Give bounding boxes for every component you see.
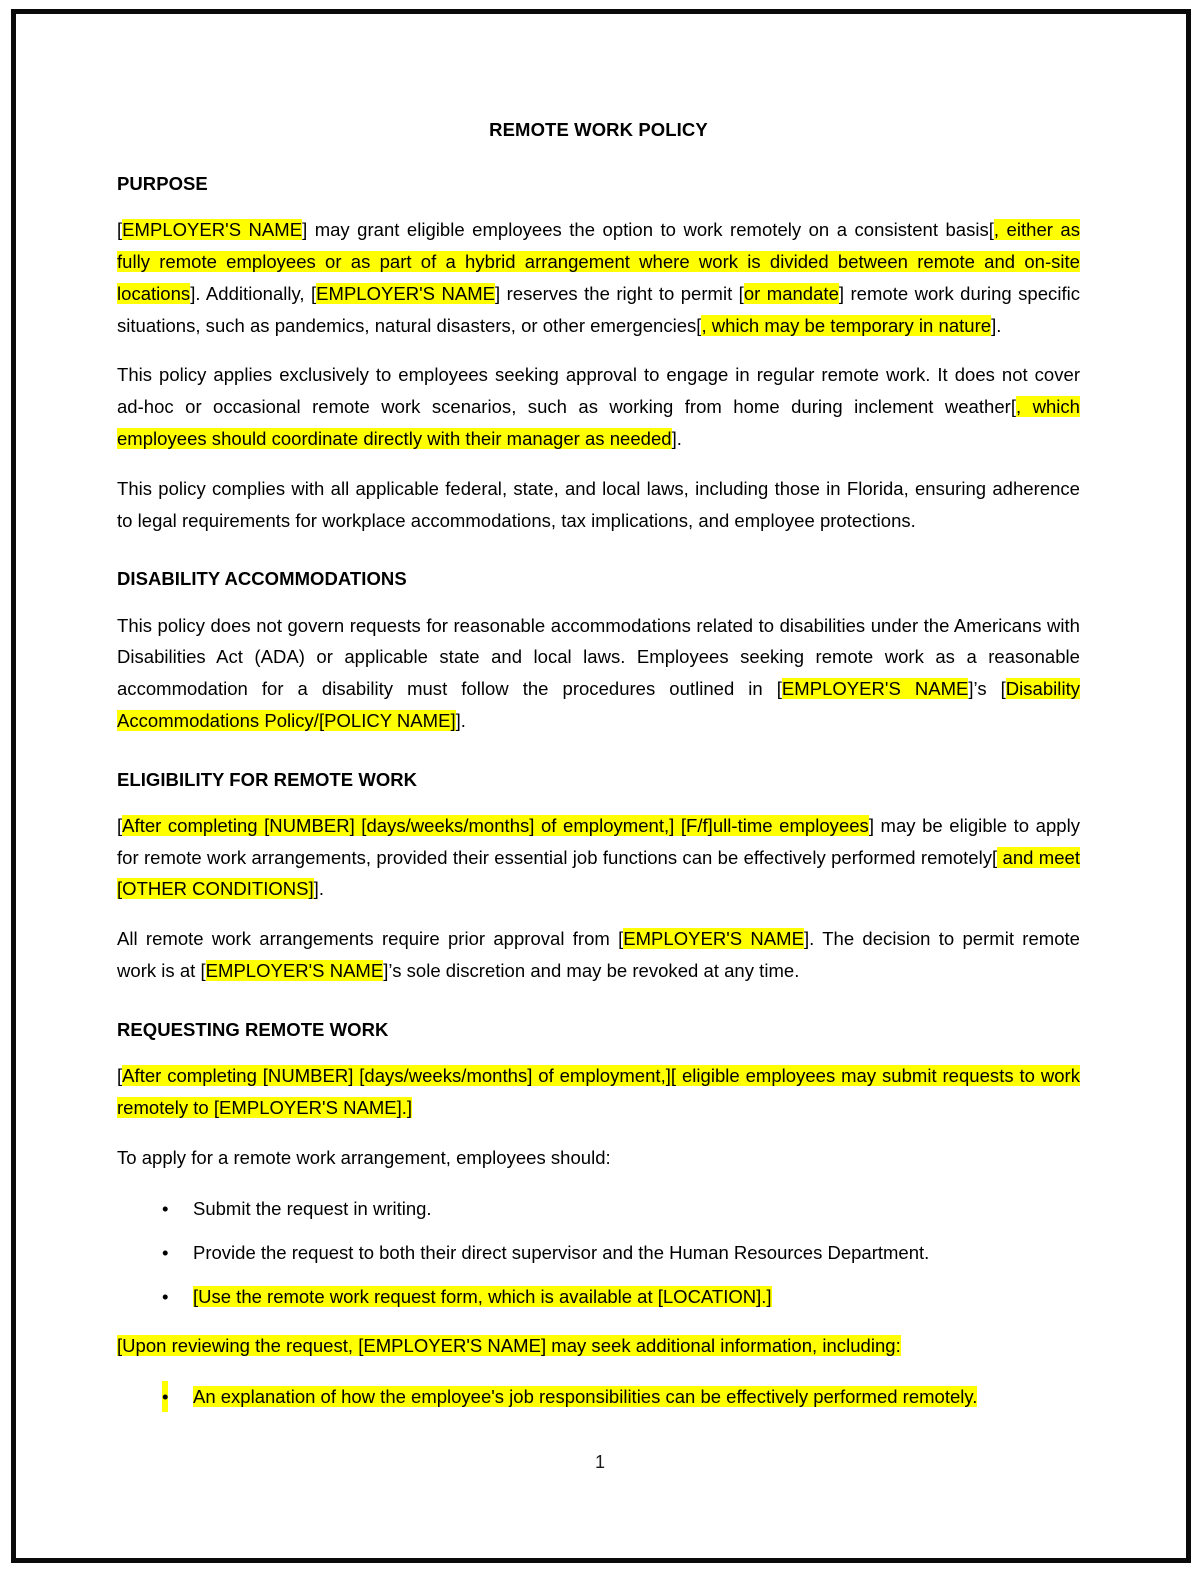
plain-text: To apply for a remote work arrangement, employees should: [117,1146,611,1168]
paragraph-requesting-2 [117,1124,1080,1174]
bullet-point-icon: • [162,1198,169,1220]
highlighted-text: [Upon reviewing the request, [EMPLOYER'S NAME] may seek additional information, including: [117,1334,901,1356]
paragraph-purpose-1 [117,196,1080,341]
plain-text: ]. [455,709,466,731]
paragraph-disability-1 [117,592,1080,737]
section-heading-eligibility: ELIGIBILITY FOR REMOTE WORK [117,768,418,790]
plain-text: ] may be eligible to apply for remote work arrangements, provided their essential job functions can be effectively performed remotely[ [117,814,1080,868]
plain-text: Provide the request to both their direct supervisor and the Human Resources Department. [193,1242,930,1264]
list-item-label [193,1198,432,1219]
plain-text: ]. The decision to permit remote work is at [ [117,928,1080,982]
highlighted-text: EMPLOYER'S NAME [316,282,495,304]
plain-text: This policy complies with all applicable federal, state, and local laws, including those in Florida, ensuring adherence to legal requirements for workplace accommodations, tax implications, and employee protections. [117,477,1080,531]
section-heading-requesting: REQUESTING REMOTE WORK [117,1018,389,1040]
list-item [117,1362,1080,1413]
highlighted-text: [Use the remote work request form, which is available at [LOCATION].] [193,1286,772,1307]
list-item [117,1173,1080,1225]
plain-text: ]. [991,314,1002,336]
highlighted-text: , either as fully remote employees or as part of a hybrid arrangement where work is divided between remote and on-site locations [117,219,1080,304]
plain-text: [ [117,219,123,241]
plain-text: ] remote work during specific situations, such as pandemics, natural disasters, or other emergencies[ [117,282,1081,336]
bullet-point-icon: • [162,1286,169,1307]
paragraph-requesting-3 [117,1313,1080,1362]
bullet-point-icon: • [162,1242,169,1264]
plain-text: [ [117,1064,123,1086]
bullet-list-additional-information [117,1362,1080,1413]
plain-text: Submit the request in writing. [193,1198,432,1220]
plain-text: [ [117,814,123,836]
list-item-label [193,1242,929,1263]
section-heading-purpose: PURPOSE [117,173,208,195]
plain-text: All remote work arrangements require prior approval from [ [117,928,624,950]
section-heading-disability-accommodations: DISABILITY ACCOMMODATIONS [117,568,407,590]
page-number: 1 [594,1452,605,1472]
plain-text: ] reserves the right to permit [ [495,282,744,304]
highlighted-text: EMPLOYER'S NAME [623,928,804,950]
paragraph-requesting-1 [117,1042,1080,1124]
plain-text: ]’s [ [968,678,1006,700]
list-item [117,1269,1080,1313]
plain-text: ]. Additionally, [ [190,282,317,304]
highlighted-text: An explanation of how the employee's job responsibilities can be effectively performed remotely. [193,1385,978,1407]
plain-text: ] may grant eligible employees the option to work remotely on a consistent basis[ [302,219,994,241]
highlighted-text: EMPLOYER'S NAME [122,219,303,241]
highlighted-text: After completing [NUMBER] [days/weeks/months] of employment,] [F/f]ull-time employees [122,814,869,836]
highlighted-text: or mandate [743,282,839,304]
paragraph-eligibility-2 [117,905,1080,987]
paragraph-purpose-2 [117,341,1080,454]
plain-text: ]. [313,878,324,900]
highlighted-text: Disability Accommodations Policy/[POLICY NAME] [117,678,1080,731]
highlighted-text: and meet [OTHER CONDITIONS] [117,846,1080,900]
list-item-label [193,1286,772,1307]
paragraph-eligibility-1 [117,792,1080,905]
plain-text: ]’s sole discretion and may be revoked at any time. [383,960,800,982]
highlighted-text: , which may be temporary in nature [701,314,992,336]
list-item [117,1225,1080,1269]
document-body [117,0,1080,1412]
plain-text: This policy does not govern requests for reasonable accommodations related to disabilities under the Americans with Disabilities Act (ADA) or applicable state and local laws. Employees seeking remote work as a reasonable accommodation for a disability must follow the procedures outlined in [ [117,614,1080,700]
paragraph-purpose-3 [117,455,1080,537]
highlighted-text: EMPLOYER'S NAME [205,960,384,982]
bullet-point-icon: • [162,1381,168,1413]
list-item-label [193,1386,977,1407]
page-title: REMOTE WORK POLICY [489,119,708,140]
plain-text: ]. [671,428,682,450]
highlighted-text: EMPLOYER'S NAME [781,678,969,700]
highlighted-text: After completing [NUMBER] [days/weeks/months] of employment,][ eligible employees may submit requests to work remotely to [EMPLOYER'S NAME].] [117,1064,1080,1118]
plain-text: This policy applies exclusively to employees seeking approval to engage in regular remote work. It does not cover ad-hoc or occasional remote work scenarios, such as working from home during inclement weather[ [117,364,1080,418]
highlighted-text: , which employees should coordinate directly with their manager as needed [117,396,1080,450]
bullet-list-apply-steps [117,1173,1080,1312]
